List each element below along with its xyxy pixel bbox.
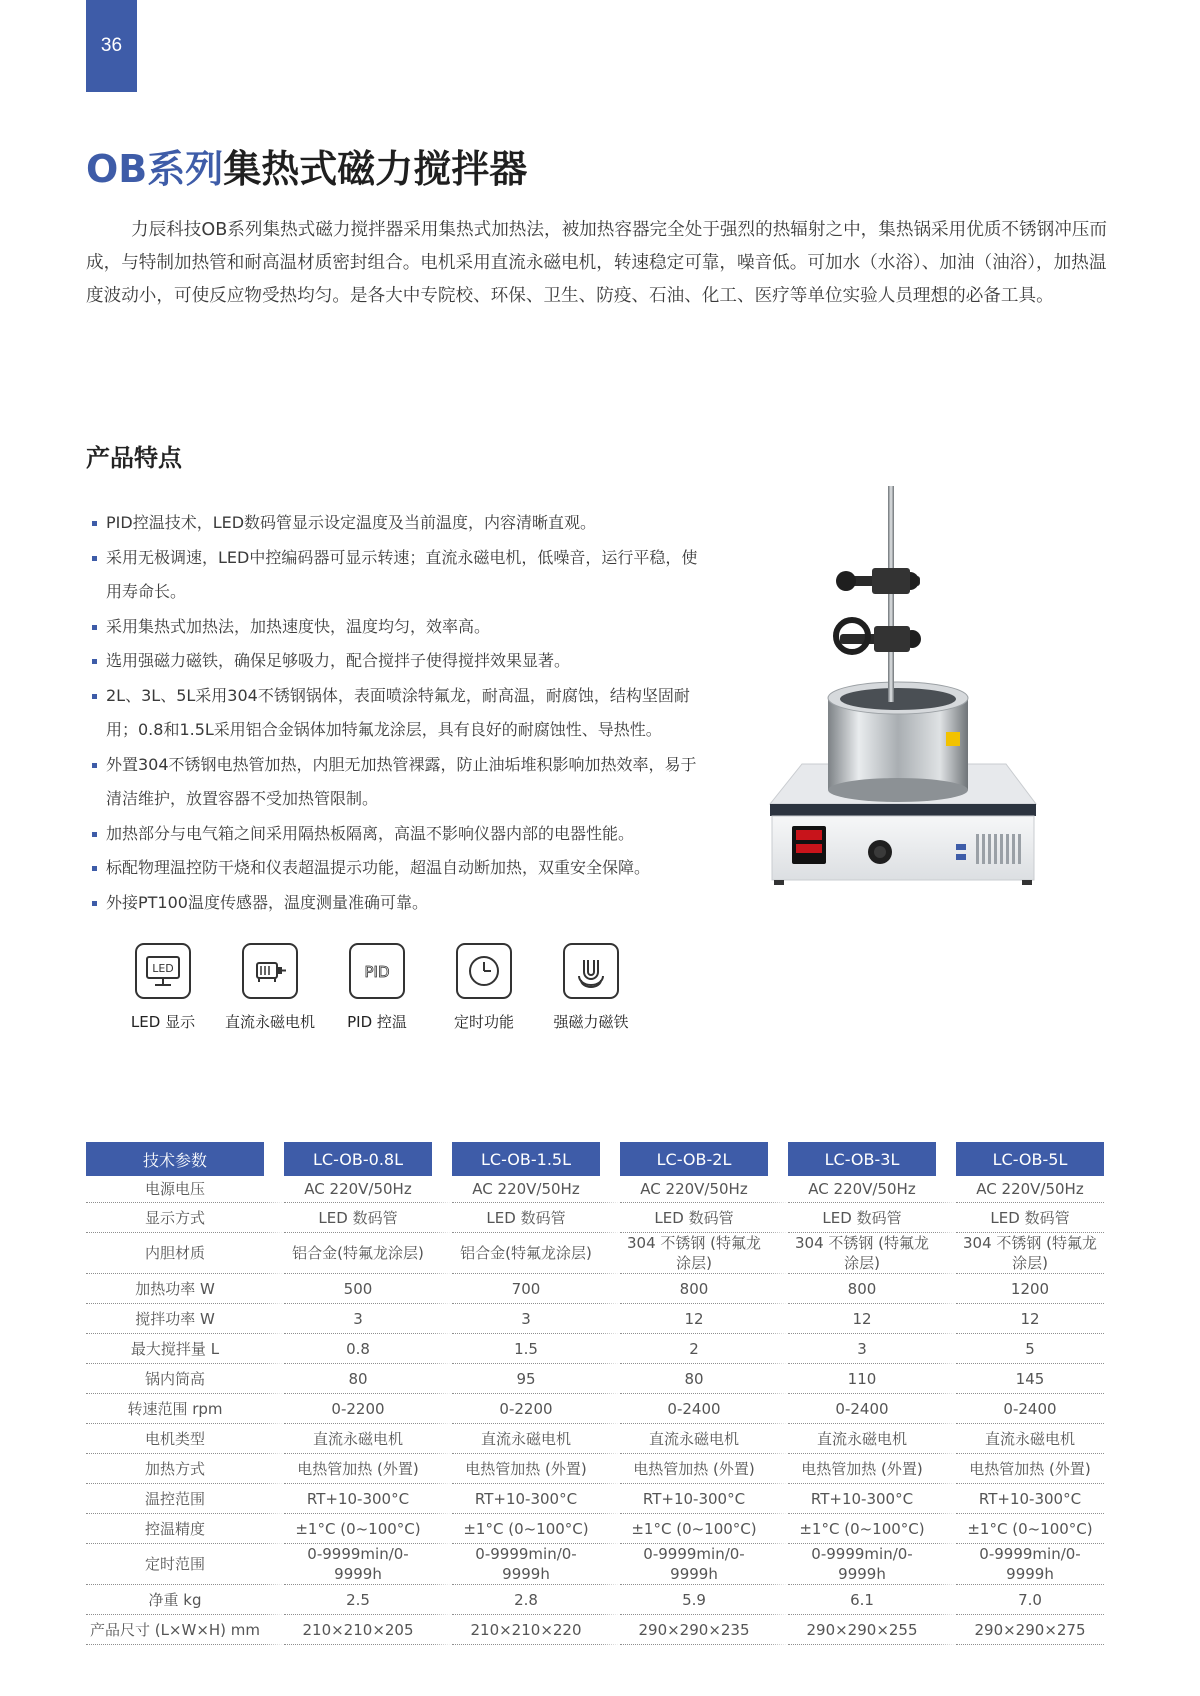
table-row [86, 1203, 1104, 1233]
table-cell: 0-9999min/0-9999h [788, 1544, 956, 1585]
table-cell: 铝合金(特氟龙涂层) [284, 1233, 452, 1274]
table-cell: 电热管加热 (外置) [788, 1454, 956, 1484]
table-cell: 直流永磁电机 [956, 1424, 1104, 1454]
table-row [86, 1544, 1104, 1585]
param-name: 净重 kg [86, 1585, 284, 1615]
icon-item-led [108, 943, 218, 1032]
table-cell: 700 [452, 1274, 620, 1304]
param-name: 加热方式 [86, 1454, 284, 1484]
pid-icon [349, 943, 405, 999]
icon-label: LED 显示 [130, 1013, 196, 1031]
led-display-icon [135, 943, 191, 999]
feature-item [86, 679, 702, 748]
table-cell: 800 [788, 1274, 956, 1304]
pid-glyph: PID [364, 963, 390, 981]
table-cell: ±1°C (0~100°C) [788, 1514, 956, 1544]
table-cell: 304 不锈钢 (特氟龙涂层) [956, 1233, 1104, 1274]
feature-item [86, 644, 702, 679]
table-cell: 110 [788, 1364, 956, 1394]
table-cell: 2.8 [452, 1585, 620, 1615]
table-cell: 290×290×255 [788, 1615, 956, 1645]
table-cell: 3 [788, 1334, 956, 1364]
table-cell: 12 [620, 1304, 788, 1334]
table-cell: AC 220V/50Hz [452, 1176, 620, 1203]
table-cell: 0-9999min/0-9999h [284, 1544, 452, 1585]
table-cell: LED 数码管 [956, 1203, 1104, 1233]
table-cell: 0-2200 [284, 1394, 452, 1424]
table-cell: 0-9999min/0-9999h [452, 1544, 620, 1585]
param-name: 定时范围 [86, 1544, 284, 1585]
param-name: 锅内筒高 [86, 1364, 284, 1394]
magnet-icon [563, 943, 619, 999]
table-cell: 电热管加热 (外置) [452, 1454, 620, 1484]
table-cell: 5 [956, 1334, 1104, 1364]
table-cell: 0.8 [284, 1334, 452, 1364]
table-cell: RT+10-300°C [956, 1484, 1104, 1514]
table-cell: LED 数码管 [452, 1203, 620, 1233]
table-cell: 3 [284, 1304, 452, 1334]
table-cell: ±1°C (0~100°C) [452, 1514, 620, 1544]
table-cell: AC 220V/50Hz [788, 1176, 956, 1203]
bullet-icon [92, 694, 97, 699]
title-main: 集热式磁力搅拌器 [223, 147, 528, 191]
table-cell: 1200 [956, 1274, 1104, 1304]
table-cell: RT+10-300°C [620, 1484, 788, 1514]
table-cell: 5.9 [620, 1585, 788, 1615]
icon-label: 定时功能 [453, 1013, 514, 1031]
icon-item-magnet [536, 943, 646, 1032]
icon-label: 直流永磁电机 [224, 1013, 315, 1031]
table-cell: 2.5 [284, 1585, 452, 1615]
table-cell: 80 [284, 1364, 452, 1394]
table-cell: 800 [620, 1274, 788, 1304]
table-cell: 6.1 [788, 1585, 956, 1615]
icon-item-timer [429, 943, 539, 1032]
table-cell: 80 [620, 1364, 788, 1394]
table-cell: LED 数码管 [788, 1203, 956, 1233]
feature-text: 标配物理温控防干烧和仪表超温提示功能，超温自动断加热，双重安全保障。 [106, 858, 651, 877]
table-cell: 电热管加热 (外置) [956, 1454, 1104, 1484]
param-name: 显示方式 [86, 1203, 284, 1233]
bullet-icon [92, 659, 97, 664]
table-cell: 电热管加热 (外置) [620, 1454, 788, 1484]
icon-item-pid [322, 943, 432, 1032]
table-row [86, 1233, 1104, 1274]
feature-item [86, 748, 702, 817]
table-cell: 3 [452, 1304, 620, 1334]
feature-text: 外置304不锈钢电热管加热，内胆无加热管裸露，防止油垢堆积影响加热效率，易于清洁维护，放置容器不受加热管限制。 [106, 754, 697, 808]
param-name: 搅拌功率 W [86, 1304, 284, 1334]
bullet-icon [92, 901, 97, 906]
bullet-icon [92, 763, 97, 768]
feature-text: PID控温技术，LED数码管显示设定温度及当前温度，内容清晰直观。 [106, 513, 597, 532]
table-cell: 145 [956, 1364, 1104, 1394]
param-name: 电机类型 [86, 1424, 284, 1454]
title-series: OB系列 [86, 147, 224, 191]
table-cell: 0-9999min/0-9999h [956, 1544, 1104, 1585]
table-cell: 210×210×205 [284, 1615, 452, 1645]
header-model: LC-OB-3L [788, 1142, 956, 1176]
table-cell: ±1°C (0~100°C) [620, 1514, 788, 1544]
param-name: 控温精度 [86, 1514, 284, 1544]
table-cell: 直流永磁电机 [284, 1424, 452, 1454]
table-row [86, 1394, 1104, 1424]
table-cell: RT+10-300°C [452, 1484, 620, 1514]
header-model: LC-OB-5L [956, 1142, 1104, 1176]
table-row [86, 1514, 1104, 1544]
param-name: 温控范围 [86, 1484, 284, 1514]
bullet-icon [92, 556, 97, 561]
table-row [86, 1334, 1104, 1364]
table-cell: 0-2400 [788, 1394, 956, 1424]
feature-text: 加热部分与电气箱之间采用隔热板隔离，高温不影响仪器内部的电器性能。 [106, 823, 635, 843]
feature-item [86, 851, 702, 886]
table-cell: 铝合金(特氟龙涂层) [452, 1233, 620, 1274]
spec-table [86, 1142, 1104, 1645]
table-cell: 210×210×220 [452, 1615, 620, 1645]
table-cell: 304 不锈钢 (特氟龙涂层) [620, 1233, 788, 1274]
page-number: 36 [86, 0, 137, 92]
param-name: 电源电压 [86, 1176, 284, 1203]
bullet-icon [92, 625, 97, 630]
table-row [86, 1585, 1104, 1615]
table-cell: 7.0 [956, 1585, 1104, 1615]
table-cell: AC 220V/50Hz [620, 1176, 788, 1203]
feature-list [86, 506, 702, 920]
feature-text: 2L、3L、5L采用304不锈钢锅体，表面喷涂特氟龙，耐高温，耐腐蚀，结构坚固耐用；0.8和1.5L采用铝合金锅体加特氟龙涂层，具有良好的耐腐蚀性、导热性。 [106, 685, 690, 739]
feature-text: 采用集热式加热法，加热速度快，温度均匀，效率高。 [106, 616, 491, 636]
table-cell: 12 [956, 1304, 1104, 1334]
icon-item-motor [215, 943, 325, 1032]
feature-item [86, 610, 702, 645]
table-row [86, 1364, 1104, 1394]
header-model: LC-OB-1.5L [452, 1142, 620, 1176]
table-row [86, 1615, 1104, 1645]
param-name: 产品尺寸 (L×W×H) mm [86, 1615, 284, 1645]
table-cell: 2 [620, 1334, 788, 1364]
table-cell: 12 [788, 1304, 956, 1334]
table-row [86, 1424, 1104, 1454]
table-cell: 290×290×235 [620, 1615, 788, 1645]
table-cell: 1.5 [452, 1334, 620, 1364]
table-cell: RT+10-300°C [284, 1484, 452, 1514]
table-cell: 500 [284, 1274, 452, 1304]
param-name: 转速范围 rpm [86, 1394, 284, 1424]
timer-icon [456, 943, 512, 999]
header-param: 技术参数 [86, 1142, 284, 1176]
table-cell: LED 数码管 [620, 1203, 788, 1233]
product-image [740, 486, 1070, 926]
table-row [86, 1176, 1104, 1203]
intro-paragraph: 力辰科技OB系列集热式磁力搅拌器采用集热式加热法，被加热容器完全处于强烈的热辐射之中，集热锅采用优质不锈钢冲压而成，与特制加热管和耐高温材质密封组合。电机采用直流永磁电机，转速稳定可靠，噪音低。可加水（水浴）、加油（油浴），加热温度波动小，可使反应物受热均匀。是各大中专院校、环保、卫生、防疫、石油、化工、医疗等单位实验人员理想的必备工具。 [86, 220, 1107, 306]
param-name: 内胆材质 [86, 1233, 284, 1274]
table-row [86, 1274, 1104, 1304]
table-cell: AC 220V/50Hz [956, 1176, 1104, 1203]
table-cell: 0-9999min/0-9999h [620, 1544, 788, 1585]
table-cell: AC 220V/50Hz [284, 1176, 452, 1203]
dc-motor-icon [242, 943, 298, 999]
feature-item [86, 817, 702, 852]
param-name: 加热功率 W [86, 1274, 284, 1304]
feature-item [86, 886, 702, 921]
bullet-icon [92, 866, 97, 871]
icon-label: 强磁力磁铁 [553, 1013, 629, 1031]
table-cell: 直流永磁电机 [620, 1424, 788, 1454]
table-cell: 直流永磁电机 [788, 1424, 956, 1454]
feature-text: 采用无极调速，LED中控编码器可显示转速；直流永磁电机，低噪音，运行平稳，使用寿命长。 [106, 547, 698, 601]
table-cell: RT+10-300°C [788, 1484, 956, 1514]
table-row [86, 1484, 1104, 1514]
table-cell: ±1°C (0~100°C) [956, 1514, 1104, 1544]
table-row [86, 1454, 1104, 1484]
header-model: LC-OB-0.8L [284, 1142, 452, 1176]
table-cell: ±1°C (0~100°C) [284, 1514, 452, 1544]
features-heading: 产品特点 [86, 444, 182, 472]
table-header-row [86, 1142, 1104, 1176]
feature-text: 选用强磁力磁铁，确保足够吸力，配合搅拌子使得搅拌效果显著。 [106, 651, 571, 670]
feature-text: 外接PT100温度传感器，温度测量准确可靠。 [106, 892, 428, 912]
bullet-icon [92, 521, 97, 526]
param-name: 最大搅拌量 L [86, 1334, 284, 1364]
table-cell: 0-2200 [452, 1394, 620, 1424]
table-cell: 0-2400 [956, 1394, 1104, 1424]
page-title [86, 138, 527, 193]
table-cell: 电热管加热 (外置) [284, 1454, 452, 1484]
table-cell: 290×290×275 [956, 1615, 1104, 1645]
feature-item [86, 506, 702, 541]
table-cell: LED 数码管 [284, 1203, 452, 1233]
bullet-icon [92, 832, 97, 837]
header-model: LC-OB-2L [620, 1142, 788, 1176]
led-glyph: LED [152, 962, 174, 975]
table-cell: 304 不锈钢 (特氟龙涂层) [788, 1233, 956, 1274]
table-cell: 直流永磁电机 [452, 1424, 620, 1454]
icon-label: PID 控温 [347, 1013, 407, 1031]
table-cell: 95 [452, 1364, 620, 1394]
table-cell: 0-2400 [620, 1394, 788, 1424]
table-row [86, 1304, 1104, 1334]
feature-item [86, 541, 702, 610]
